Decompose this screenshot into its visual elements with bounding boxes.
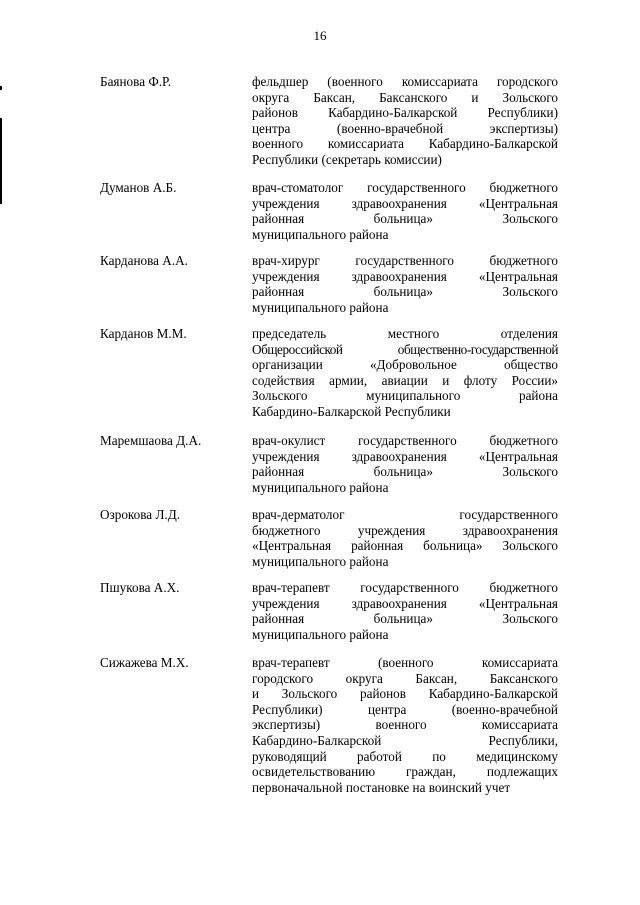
position-line: фельдшер (военного комиссариата городского [252, 74, 558, 89]
position-line: учреждения здравоохранения «Центральная [252, 195, 558, 211]
position-line: организации «Добровольное общество [252, 357, 558, 373]
position-line: муниципального района [252, 553, 389, 569]
position-line: освидетельствованию граждан, подлежащих [252, 764, 558, 780]
position-line: районная больница» Зольского [252, 464, 558, 480]
position-line: врач-дерматолог государственного [252, 507, 558, 522]
member-position [252, 433, 558, 495]
position-line: врач-терапевт государственного бюджетного [252, 580, 558, 595]
position-line: округа Баксан, Баксанского и Зольского [252, 89, 558, 105]
member-position [252, 655, 558, 795]
position-line: центра (военно-врачебной экспертизы) [252, 120, 558, 136]
member-position [252, 326, 558, 420]
position-line: муниципального района [252, 226, 389, 242]
position-line: и Зольского районов Кабардино-Балкарской [252, 686, 558, 702]
position-line: районная больница» Зольского [252, 611, 558, 627]
position-line: «Центральная районная больница» Зольского [252, 538, 558, 554]
position-line: районов Кабардино-Балкарской Республики) [252, 105, 558, 121]
margin-mark [0, 118, 2, 204]
position-line: бюджетного учреждения здравоохранения [252, 522, 558, 538]
position-line: учреждения здравоохранения «Центральная [252, 268, 558, 284]
page-number: 16 [313, 28, 327, 43]
member-name: Карданова А.А. [100, 253, 188, 268]
member-name: Сижажева М.Х. [100, 655, 189, 670]
position-line: врач-терапевт (военного комиссариата [252, 655, 558, 670]
member-position [252, 74, 558, 168]
member-position [252, 180, 558, 242]
position-line: муниципального района [252, 479, 389, 495]
member-name: Думанов А.Б. [100, 180, 177, 195]
member-position [252, 253, 558, 315]
position-line: районная больница» Зольского [252, 284, 558, 300]
position-line: Кабардино-Балкарской Республики, [252, 732, 558, 748]
position-line: первоначальной постановке на воинский учет [252, 779, 511, 795]
position-line: Общероссийской общественно-государственной [252, 341, 558, 357]
margin-mark [0, 86, 2, 90]
member-name: Маремшаова Д.А. [100, 433, 202, 448]
position-line: руководящий работой по медицинскому [252, 748, 558, 764]
position-line: городского округа Баксан, Баксанского [252, 670, 558, 686]
position-line: врач-окулист государственного бюджетного [252, 433, 558, 448]
position-line: экспертизы) военного комиссариата [252, 717, 558, 733]
position-line: муниципального района [252, 626, 389, 642]
position-line: военного комиссариата Кабардино-Балкарской [252, 136, 558, 152]
position-line: председатель местного отделения [252, 326, 558, 341]
member-position [252, 507, 558, 569]
position-line: Республики) центра (военно-врачебной [252, 701, 558, 717]
position-line: Республики (секретарь комиссии) [252, 151, 442, 167]
position-line: Зольского муниципального района [252, 388, 558, 404]
position-line: содействия армии, авиации и флоту России» [252, 372, 558, 388]
member-name: Пшукова А.Х. [100, 580, 180, 595]
position-line: Кабардино-Балкарской Республики [252, 403, 451, 419]
position-line: учреждения здравоохранения «Центральная [252, 595, 558, 611]
position-line: врач-хирург государственного бюджетного [252, 253, 558, 268]
member-name: Баянова Ф.Р. [100, 74, 172, 89]
position-line: муниципального района [252, 299, 389, 315]
position-line: учреждения здравоохранения «Центральная [252, 448, 558, 464]
position-line: врач-стоматолог государственного бюджетного [252, 180, 558, 195]
member-name: Озрокова Л.Д. [100, 507, 180, 522]
member-position [252, 580, 558, 642]
position-line: районная больница» Зольского [252, 211, 558, 227]
member-name: Карданов М.М. [100, 326, 187, 341]
